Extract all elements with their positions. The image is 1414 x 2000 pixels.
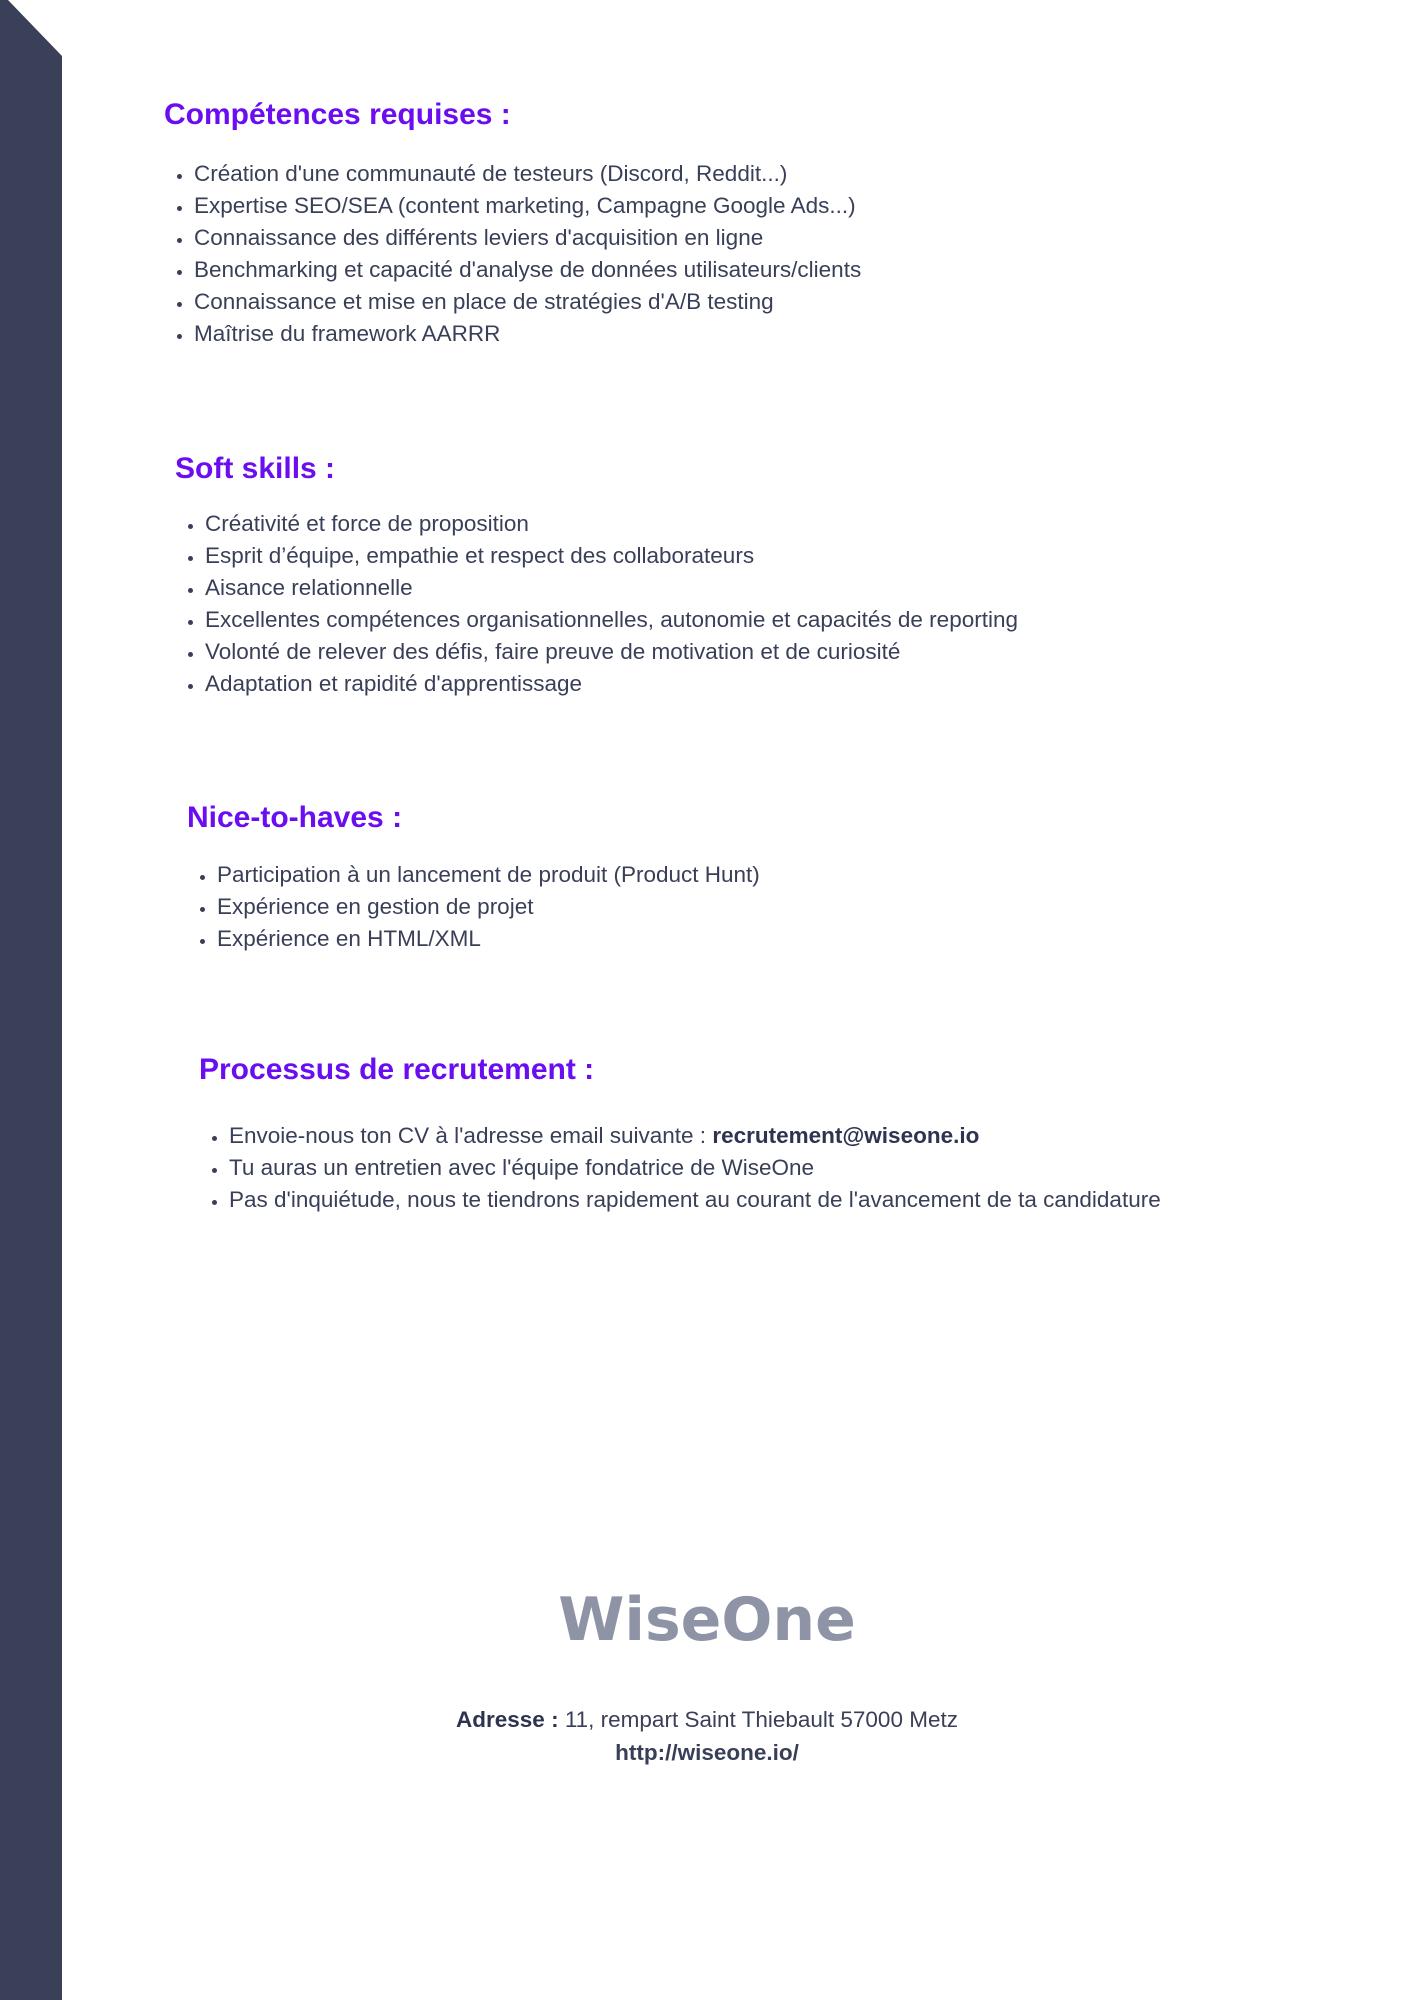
soft-skills-list [175, 508, 1018, 700]
list-item: • Maîtrise du framework AARRR [194, 318, 861, 350]
list-item: • Adaptation et rapidité d'apprentissage [205, 668, 1018, 700]
list-item: • Participation à un lancement de produit (Product Hunt) [217, 859, 760, 891]
list-item: • Aisance relationnelle [205, 572, 1018, 604]
section-recruitment-process [199, 1053, 1161, 1216]
address-value: 11, rempart Saint Thiebault 57000 Metz [558, 1707, 958, 1732]
list-item: • Connaissance et mise en place de stratégies d'A/B testing [194, 286, 861, 318]
list-item: • Excellentes compétences organisationnelles, autonomie et capacités de reporting [205, 604, 1018, 636]
list-item: • Esprit d’équipe, empathie et respect des collaborateurs [205, 540, 1018, 572]
list-item: • Tu auras un entretien avec l'équipe fondatrice de WiseOne [229, 1152, 1161, 1184]
website-link[interactable]: http://wiseone.io/ [615, 1740, 799, 1765]
section-title-competences: Compétences requises : [164, 98, 511, 131]
wiseone-logo: WiseOne [558, 1585, 856, 1655]
list-item: • Expertise SEO/SEA (content marketing, Campagne Google Ads...) [194, 190, 861, 222]
list-item: • Benchmarking et capacité d'analyse de données utilisateurs/clients [194, 254, 861, 286]
section-soft-skills [175, 452, 1018, 700]
list-item: • Connaissance des différents leviers d'acquisition en ligne [194, 222, 861, 254]
address-label: Adresse : [456, 1707, 559, 1732]
section-nice-to-haves [187, 801, 760, 955]
recruitment-email: recrutement@wiseone.io [712, 1123, 980, 1148]
email-instruction-text: Envoie-nous ton CV à l'adresse email suivante : [229, 1123, 713, 1148]
section-title-recruitment-process: Processus de recrutement : [199, 1053, 595, 1086]
company-address [0, 1707, 1414, 1733]
list-item [229, 1120, 1161, 1152]
list-item: • Expérience en HTML/XML [217, 923, 760, 955]
recruitment-process-list [199, 1120, 1161, 1216]
list-item: • Créativité et force de proposition [205, 508, 1018, 540]
section-competences [164, 98, 861, 350]
section-title-soft-skills: Soft skills : [175, 452, 336, 485]
list-item: • Volonté de relever des défis, faire preuve de motivation et de curiosité [205, 636, 1018, 668]
list-item: • Pas d'inquiétude, nous te tiendrons rapidement au courant de l'avancement de ta candidature [229, 1184, 1161, 1216]
side-band-decoration [0, 0, 64, 2000]
list-item: • Création d'une communauté de testeurs (Discord, Reddit...) [194, 158, 861, 190]
list-item: • Expérience en gestion de projet [217, 891, 760, 923]
competences-list [164, 158, 861, 350]
section-title-nice-to-haves: Nice-to-haves : [187, 801, 403, 834]
nice-to-haves-list [187, 859, 760, 955]
